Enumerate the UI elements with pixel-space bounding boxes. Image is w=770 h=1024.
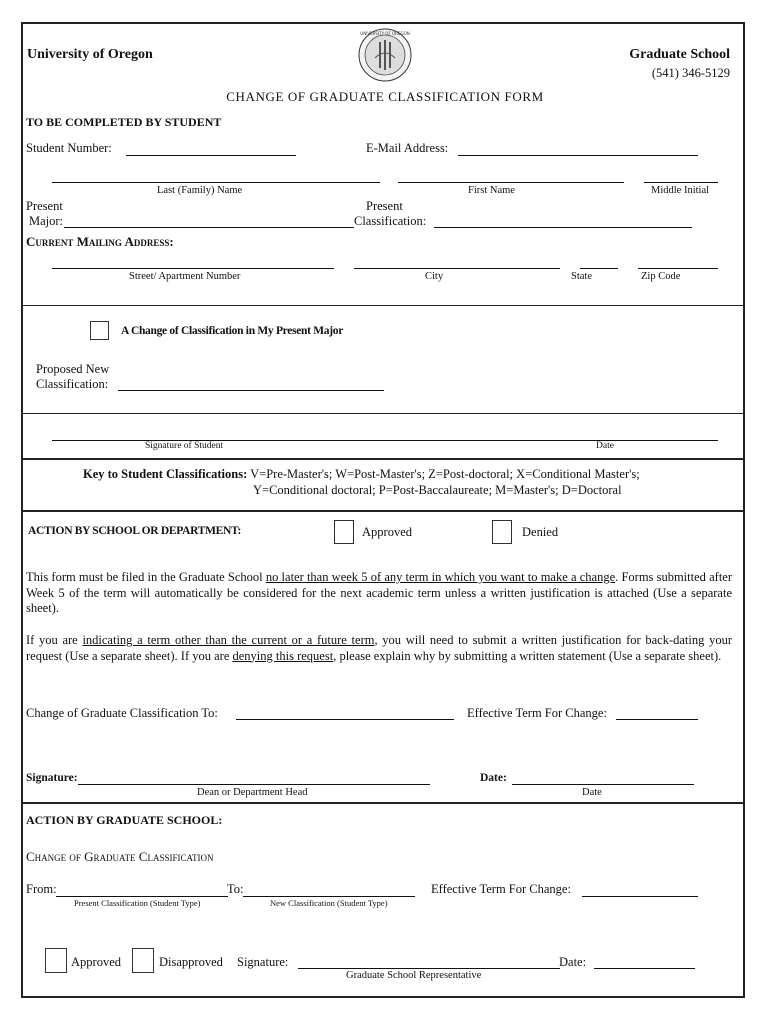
to-label: To: [227,882,244,896]
to-field[interactable] [243,896,415,897]
university-seal [358,28,412,82]
dean-label: Dean or Department Head [197,787,308,798]
change-classification-label: A Change of Classification in My Present Major [121,325,344,337]
grad-effective-term-field[interactable] [582,896,698,897]
present-class-label-2: Classification: [354,214,427,228]
grad-effective-term-label: Effective Term For Change: [431,882,571,896]
first-name-field[interactable] [398,182,624,183]
student-number-field[interactable] [126,155,296,156]
proposed-label-1: Proposed New [36,362,110,376]
p2-text-b: , you will need to submit a written justification for back-dating your request (Use a separate sheet). If you are [26,633,732,663]
grad-school-subtitle: Change of Graduate Classification [26,849,214,864]
university-name: University of Oregon [27,47,153,62]
from-field[interactable] [56,896,228,897]
dept-approved-checkbox[interactable] [334,520,354,544]
p2-term-emphasis: indicating a term other than the current or a future term [82,633,375,647]
dept-date-field[interactable] [512,784,694,785]
p2-text-c: , please explain why by submitting a written statement (Use a separate sheet). [333,648,722,663]
form-title: CHANGE OF GRADUATE CLASSIFICATION FORM [226,89,544,104]
present-major-label-2: Major: [29,214,64,228]
last-name-label: Last (Family) Name [157,185,243,196]
email-field[interactable] [458,155,698,156]
grad-date-label: Date: [559,955,587,969]
key-line1: V=Pre-Master's; W=Post-Master's; Z=Post-doctoral; X=Conditional Master's; [247,467,640,481]
change-to-field[interactable] [236,719,454,720]
p1-deadline-emphasis: no later than week 5 of any term in which you want to make a change [265,570,616,584]
present-class-field[interactable] [434,227,692,228]
grad-signature-label: Signature: [237,955,289,969]
city-field[interactable] [354,268,560,269]
street-label: Street/ Apartment Number [129,271,241,282]
key-heading: Key to Student Classifications: [83,467,248,481]
change-to-label: Change of Graduate Classification To: [26,706,218,720]
street-field[interactable] [52,268,334,269]
divider [22,413,744,414]
key-line2: Y=Conditional doctoral; P=Post-Baccalaureate; M=Master's; D=Doctoral [253,483,622,497]
present-class-sub-label: Present Classification (Student Type) [74,898,201,908]
dept-effective-term-label: Effective Term For Change: [467,706,607,720]
dept-approved-label: Approved [362,525,412,539]
mailing-address-label: Current Mailing Address: [26,234,174,249]
student-number-label: Student Number: [26,141,112,155]
zip-label: Zip Code [641,271,681,282]
zip-field[interactable] [638,268,718,269]
city-label: City [425,271,444,282]
state-field[interactable] [580,268,618,269]
middle-initial-field[interactable] [644,182,718,183]
seal-text: UNIVERSITY OF OREGON [360,31,410,36]
p1-text-b: . Forms submitted after Week 5 of the term will automatically be considered for the next academic term unless a written justification is attached (Use a separate sheet). [26,570,732,615]
student-signature-label: Signature of Student [145,441,224,451]
p2-text-a: If you are [26,633,83,647]
grad-disapproved-checkbox[interactable] [132,948,154,973]
change-classification-checkbox[interactable] [90,321,109,340]
dept-signature-label: Signature: [26,772,78,784]
dept-date-label: Date: [480,772,507,784]
from-label: From: [26,882,57,896]
grad-signature-field[interactable] [298,968,560,969]
first-name-label: First Name [468,185,515,196]
filing-deadline-paragraph [26,570,732,617]
department-section-title: ACTION BY SCHOOL OR DEPARTMENT: [28,525,242,537]
dept-denied-label: Denied [522,525,559,539]
classification-key-line1 [83,467,640,482]
grad-rep-label: Graduate School Representative [346,970,482,981]
student-section-title: TO BE COMPLETED BY STUDENT [26,115,222,129]
phone-number: (541) 346-5129 [651,66,730,80]
dept-denied-checkbox[interactable] [492,520,512,544]
dept-date-sub-label: Date [582,787,602,798]
present-class-label-1: Present [366,199,403,213]
grad-approved-checkbox[interactable] [45,948,67,973]
middle-initial-label: Middle Initial [651,185,710,196]
divider [22,305,744,306]
p2-denying-emphasis: denying this request [232,648,334,663]
graduate-school-name: Graduate School [629,47,730,62]
email-label: E-Mail Address: [366,141,449,155]
divider [22,510,744,512]
proposed-label-2: Classification: [36,377,109,391]
dept-effective-term-field[interactable] [616,719,698,720]
dept-signature-field[interactable] [78,784,430,785]
p1-text-a: This form must be filed in the Graduate School [26,570,266,584]
grad-approved-label: Approved [71,955,121,969]
last-name-field[interactable] [52,182,380,183]
grad-school-section-title: ACTION BY GRADUATE SCHOOL: [26,813,223,827]
state-label: State [571,271,592,282]
proposed-class-field[interactable] [118,390,384,391]
grad-date-field[interactable] [594,968,695,969]
divider [22,802,744,804]
grad-disapproved-label: Disapproved [159,955,223,969]
present-major-label-1: Present [26,199,63,213]
divider [22,458,744,460]
present-major-field[interactable] [64,227,354,228]
new-class-sub-label: New Classification (Student Type) [270,898,388,908]
backdating-paragraph [26,633,732,664]
student-date-label: Date [596,441,614,451]
